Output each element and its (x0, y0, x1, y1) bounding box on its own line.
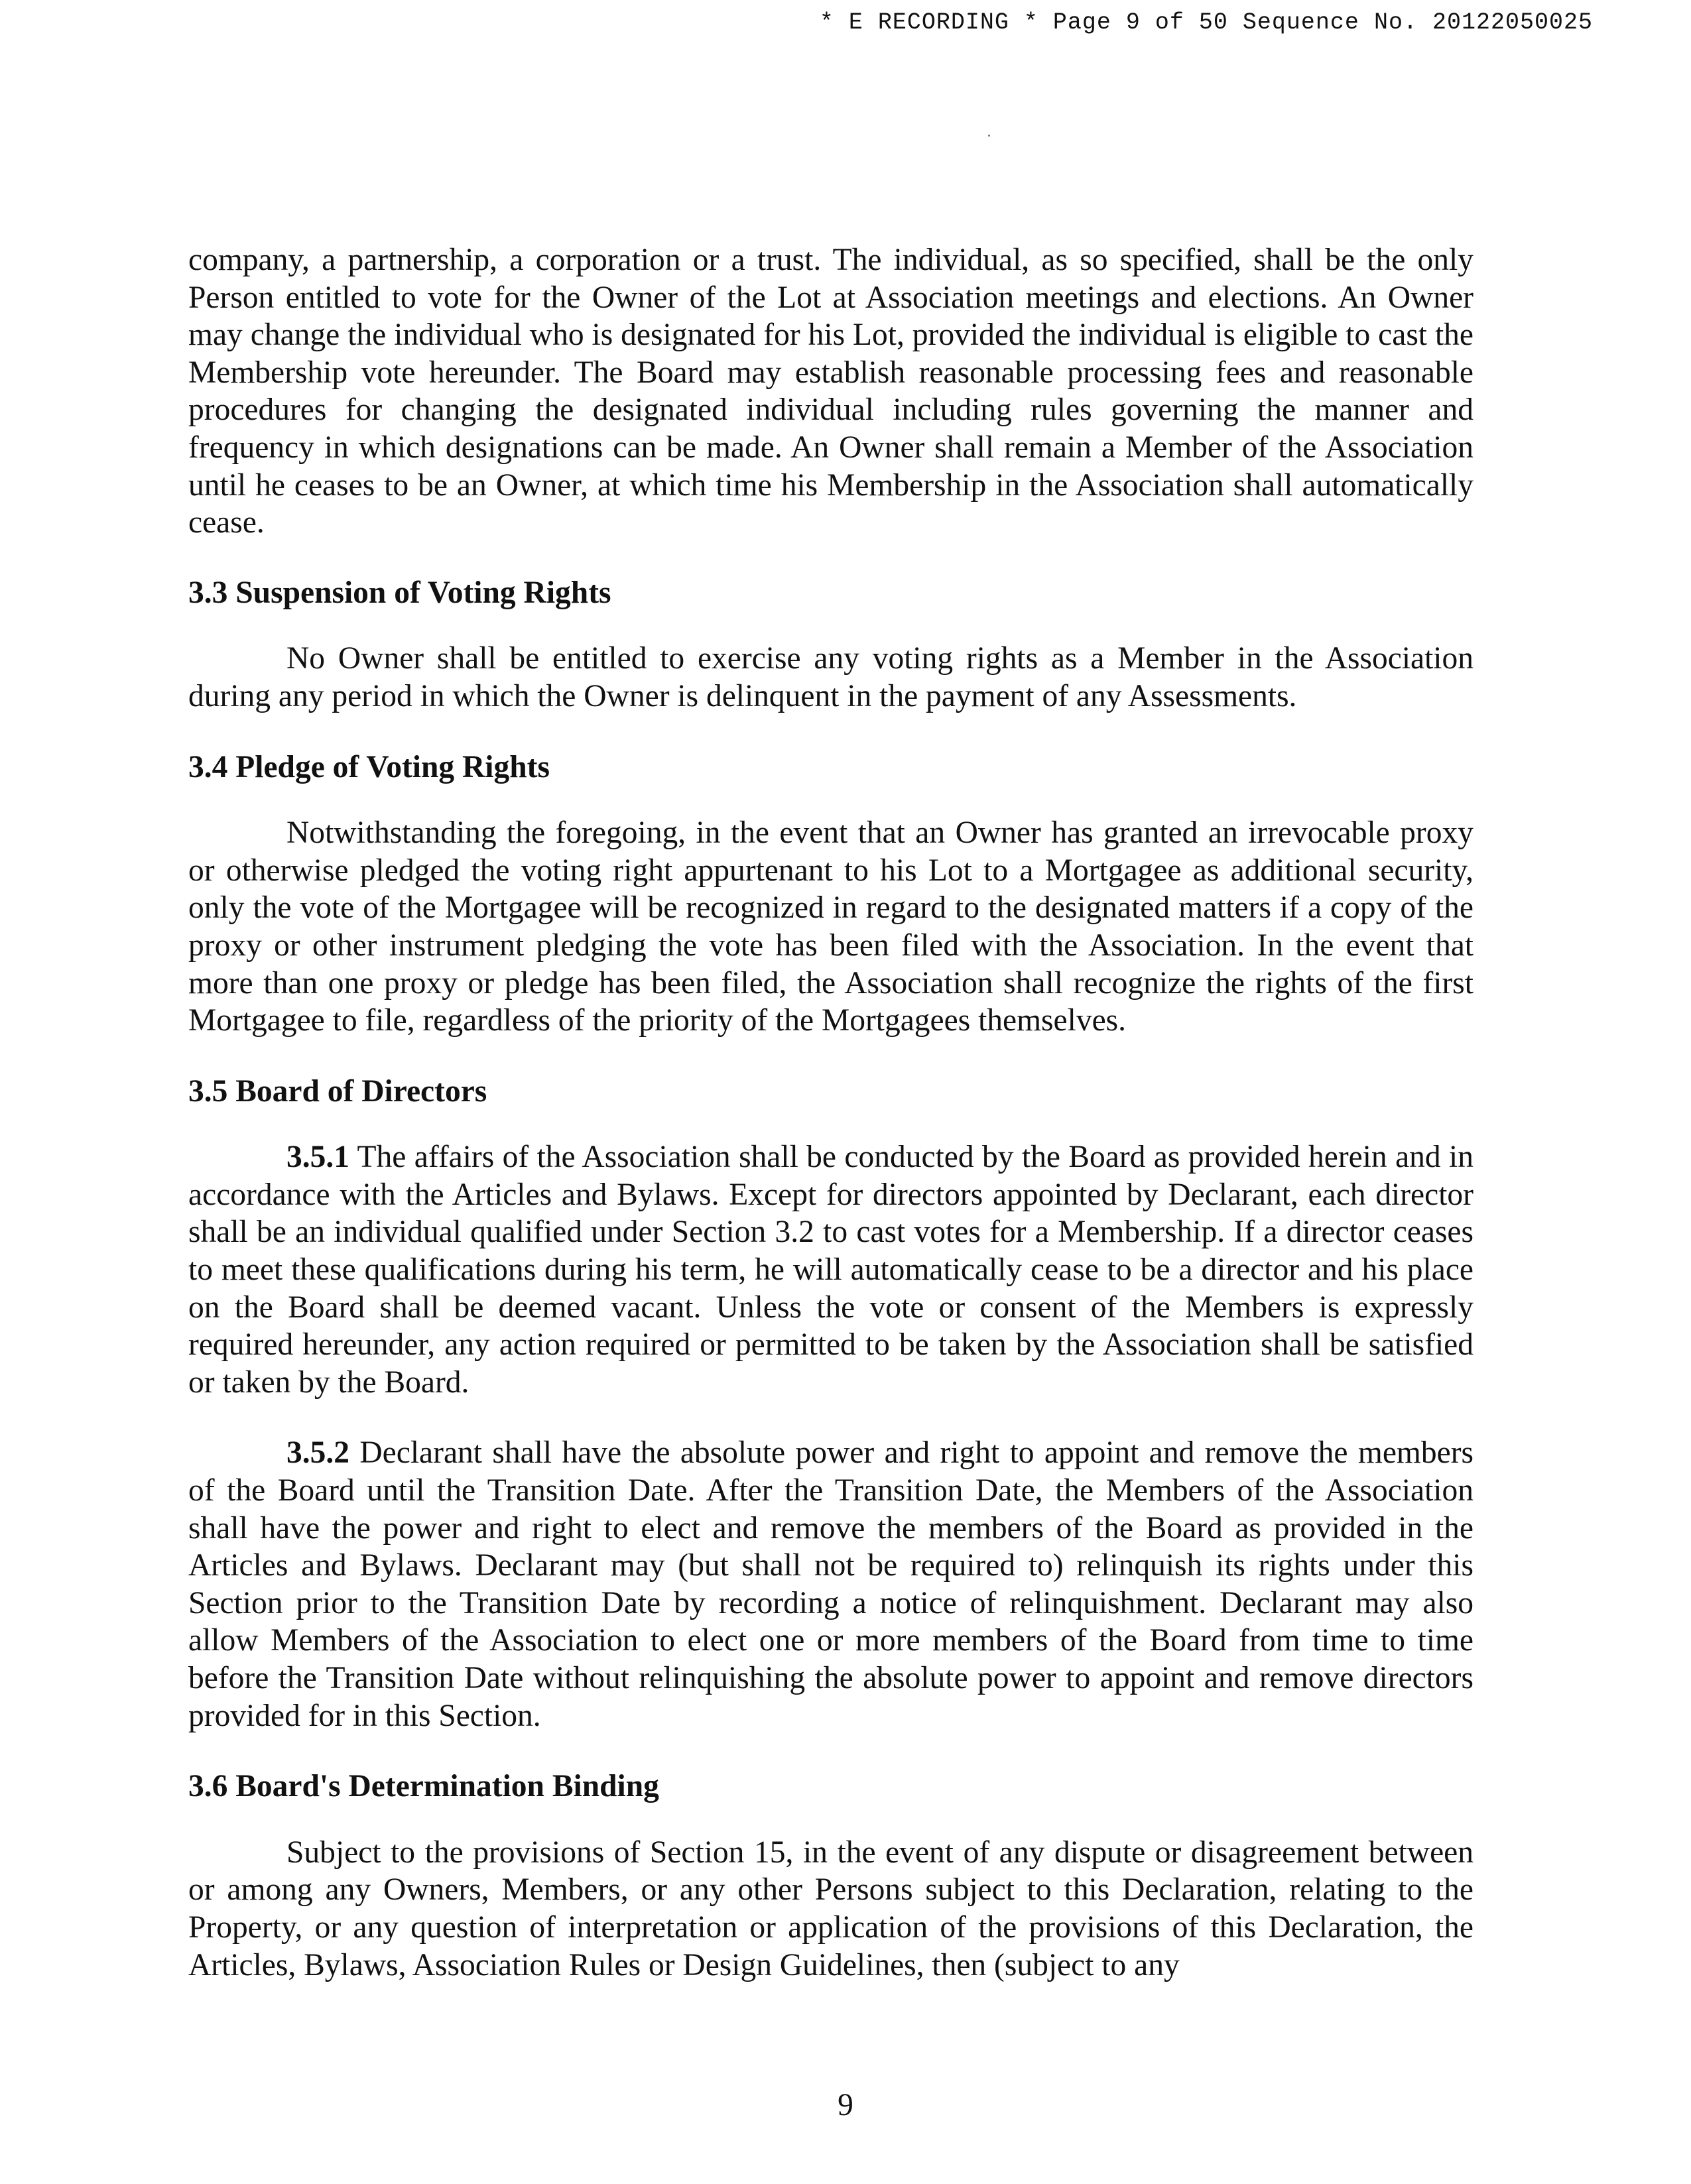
section-3-5-1-number: 3.5.1 (286, 1140, 349, 1175)
section-3-3-heading: 3.3 Suspension of Voting Rights (188, 575, 611, 610)
section-3-6-heading: 3.6 Board's Determination Binding (188, 1769, 659, 1804)
section-3-5-2-text: Declarant shall have the absolute power and right to appoint and remove the members of the Board until the Transition Date. After the Transition Date, the Members of the Association shall have the power and right to elect and remove the members of the Board as provided in the Articles and Bylaws. Declarant may (but shall not be required to) relinquish its rights under this Section prior to the Transition Date by recording a notice of relinquishment. Declarant may also allow Members of the Association to elect one or more members of the Board from time to time before the Transition Date without relinquishing the absolute power to appoint and remove directors provided for in this Section. (188, 1435, 1473, 1733)
intro-continuation-paragraph: company, a partnership, a corporation or a trust. The individual, as so specified, shall be the only Person entitled to vote for the Owner of the Lot at Association meetings and elections. An Owner may change the individual who is designated for his Lot, provided the individual is eligible to cast the Membership vote hereunder. The Board may establish reasonable processing fees and reasonable procedures for changing the designated individual including rules governing the manner and frequency in which designations can be made. An Owner shall remain a Member of the Association until he ceases to be an Owner, at which time his Membership in the Association shall automatically cease. (188, 243, 1473, 540)
section-3-5-2-paragraph (188, 1434, 1473, 1734)
scan-speck (988, 135, 990, 137)
section-3-5-2-number: 3.5.2 (286, 1435, 349, 1471)
section-3-3-paragraph: No Owner shall be entitled to exercise any voting rights as a Member in the Association during any period in which the Owner is delinquent in the payment of any Assessments. (188, 641, 1473, 713)
section-3-4-heading: 3.4 Pledge of Voting Rights (188, 749, 550, 784)
section-3-5-1-text: The affairs of the Association shall be conducted by the Board as provided herein and in accordance with the Articles and Bylaws. Except for directors appointed by Declarant, each director shall be an individual qualified under Section 3.2 to cast votes for a Membership. If a director ceases to meet these qualifications during his term, he will automatically cease to be a director and his place on the Board shall be deemed vacant. Unless the vote or consent of the Members is expressly required hereunder, any action required or permitted to be taken by the Association shall be satisfied or taken by the Board. (188, 1140, 1473, 1400)
section-3-4-paragraph: Notwithstanding the foregoing, in the event that an Owner has granted an irrevocable proxy or otherwise pledged the voting right appurtenant to his Lot to a Mortgagee as additional security, only the vote of the Mortgagee will be recognized in regard to the designated matters if a copy of the proxy or other instrument pledging the vote has been filed with the Association. In the event that more than one proxy or pledge has been filed, the Association shall recognize the rights of the first Mortgagee to file, regardless of the priority of the Mortgagees themselves. (188, 816, 1473, 1038)
section-3-5-heading: 3.5 Board of Directors (188, 1073, 487, 1109)
section-3-5-1-paragraph (188, 1138, 1473, 1401)
document-body (188, 241, 1473, 2017)
section-3-6-paragraph: Subject to the provisions of Section 15, in the event of any dispute or disagreement between or among any Owners, Members, or any other Persons subject to this Declaration, relating to the Property, or any question of interpretation or application of the provisions of this Declaration, the Articles, Bylaws, Association Rules or Design Guidelines, then (subject to any (188, 1835, 1473, 1982)
page-number: 9 (838, 2088, 853, 2122)
recording-header: * E RECORDING * Page 9 of 50 Sequence No. 20122050025 (819, 9, 1593, 36)
